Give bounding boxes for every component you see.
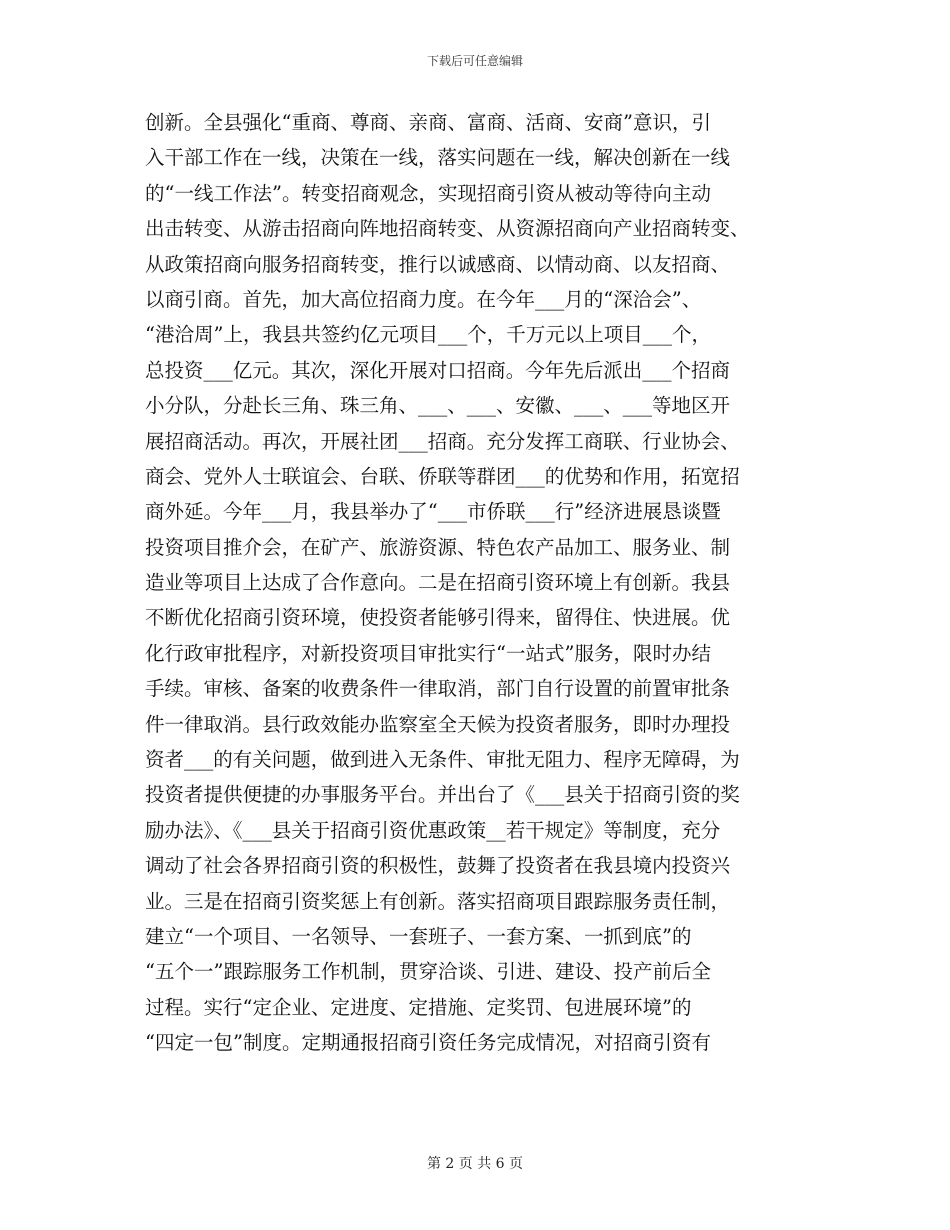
text-line: 件一律取消。县行政效能办监察室全天候为投资者服务，即时办理投: [145, 712, 731, 736]
text-line: 商会、党外人士联谊会、台联、侨联等群团___的优势和作用，拓宽招: [145, 464, 740, 488]
text-line: 入干部工作在一线，决策在一线，落实问题在一线，解决创新在一线: [145, 146, 731, 170]
text-line: 投资项目推介会，在矿产、旅游资源、特色农产品加工、服务业、制: [145, 535, 731, 559]
text-line: 从政策招商向服务招商转变，推行以诚感商、以情动商、以友招商、: [145, 252, 731, 276]
text-line: 手续。审核、备案的收费条件一律取消，部门自行设置的前置审批条: [145, 677, 731, 701]
text-line: 过程。实行“定企业、定进度、定措施、定奖罚、包进展环境”的: [145, 995, 692, 1019]
text-line: 以商引商。首先，加大高位招商力度。在今年___月的“深洽会”、: [145, 287, 702, 311]
text-line: 建立“一个项目、一名领导、一套班子、一套方案、一抓到底”的: [145, 924, 692, 948]
text-line: 调动了社会各界招商引资的积极性，鼓舞了投资者在我县境内投资兴: [145, 854, 731, 878]
text-line: 业。三是在招商引资奖惩上有创新。落实招商项目跟踪服务责任制，: [145, 889, 731, 913]
text-line: 总投资___亿元。其次，深化开展对口招商。今年先后派出___个招商: [145, 358, 731, 382]
page-footer: 第 2 页 共 6 页: [426, 1156, 524, 1172]
text-line: 造业等项目上达成了合作意向。二是在招商引资环境上有创新。我县: [145, 571, 731, 595]
text-line: “四定一包”制度。定期通报招商引资任务完成情况，对招商引资有: [145, 1031, 711, 1055]
text-line: 商外延。今年___月，我县举办了“___市侨联___行”经济进展恳谈暨: [145, 500, 721, 524]
text-line: 出击转变、从游击招商向阵地招商转变、从资源招商向产业招商转变、: [145, 217, 750, 241]
text-line: 投资者提供便捷的办事服务平台。并出台了《___县关于招商引资的奖: [145, 783, 740, 807]
text-line: 的“一线工作法”。转变招商观念，实现招商引资从被动等待向主动: [145, 181, 711, 205]
text-line: “五个一”跟踪服务工作机制，贯穿洽谈、引进、建设、投产前后全: [145, 960, 711, 984]
text-line: 创新。全县强化“重商、尊商、亲商、富商、活商、安商”意识，引: [145, 111, 711, 134]
text-line: 小分队，分赴长三角、珠三角、___、___、安徽、___、___等地区开: [145, 394, 731, 418]
text-line: 不断优化招商引资环境，使投资者能够引得来，留得住、快进展。优: [145, 606, 731, 630]
text-line: 展招商活动。再次，开展社团___招商。充分发挥工商联、行业协会、: [145, 429, 740, 453]
body-text: [145, 105, 805, 1061]
text-line: 化行政审批程序，对新投资项目审批实行“一站式”服务，限时办结: [145, 641, 711, 665]
text-line: 资者___的有关问题，做到进入无条件、审批无阻力、程序无障碍，为: [145, 748, 740, 772]
text-line: “港洽周”上，我县共签约亿元项目___个，千万元以上项目___个，: [145, 323, 711, 347]
page-header: 下载后可任意编辑: [426, 54, 523, 68]
text-line: 励办法》、《___县关于招商引资优惠政策__若干规定》等制度，充分: [145, 818, 721, 842]
